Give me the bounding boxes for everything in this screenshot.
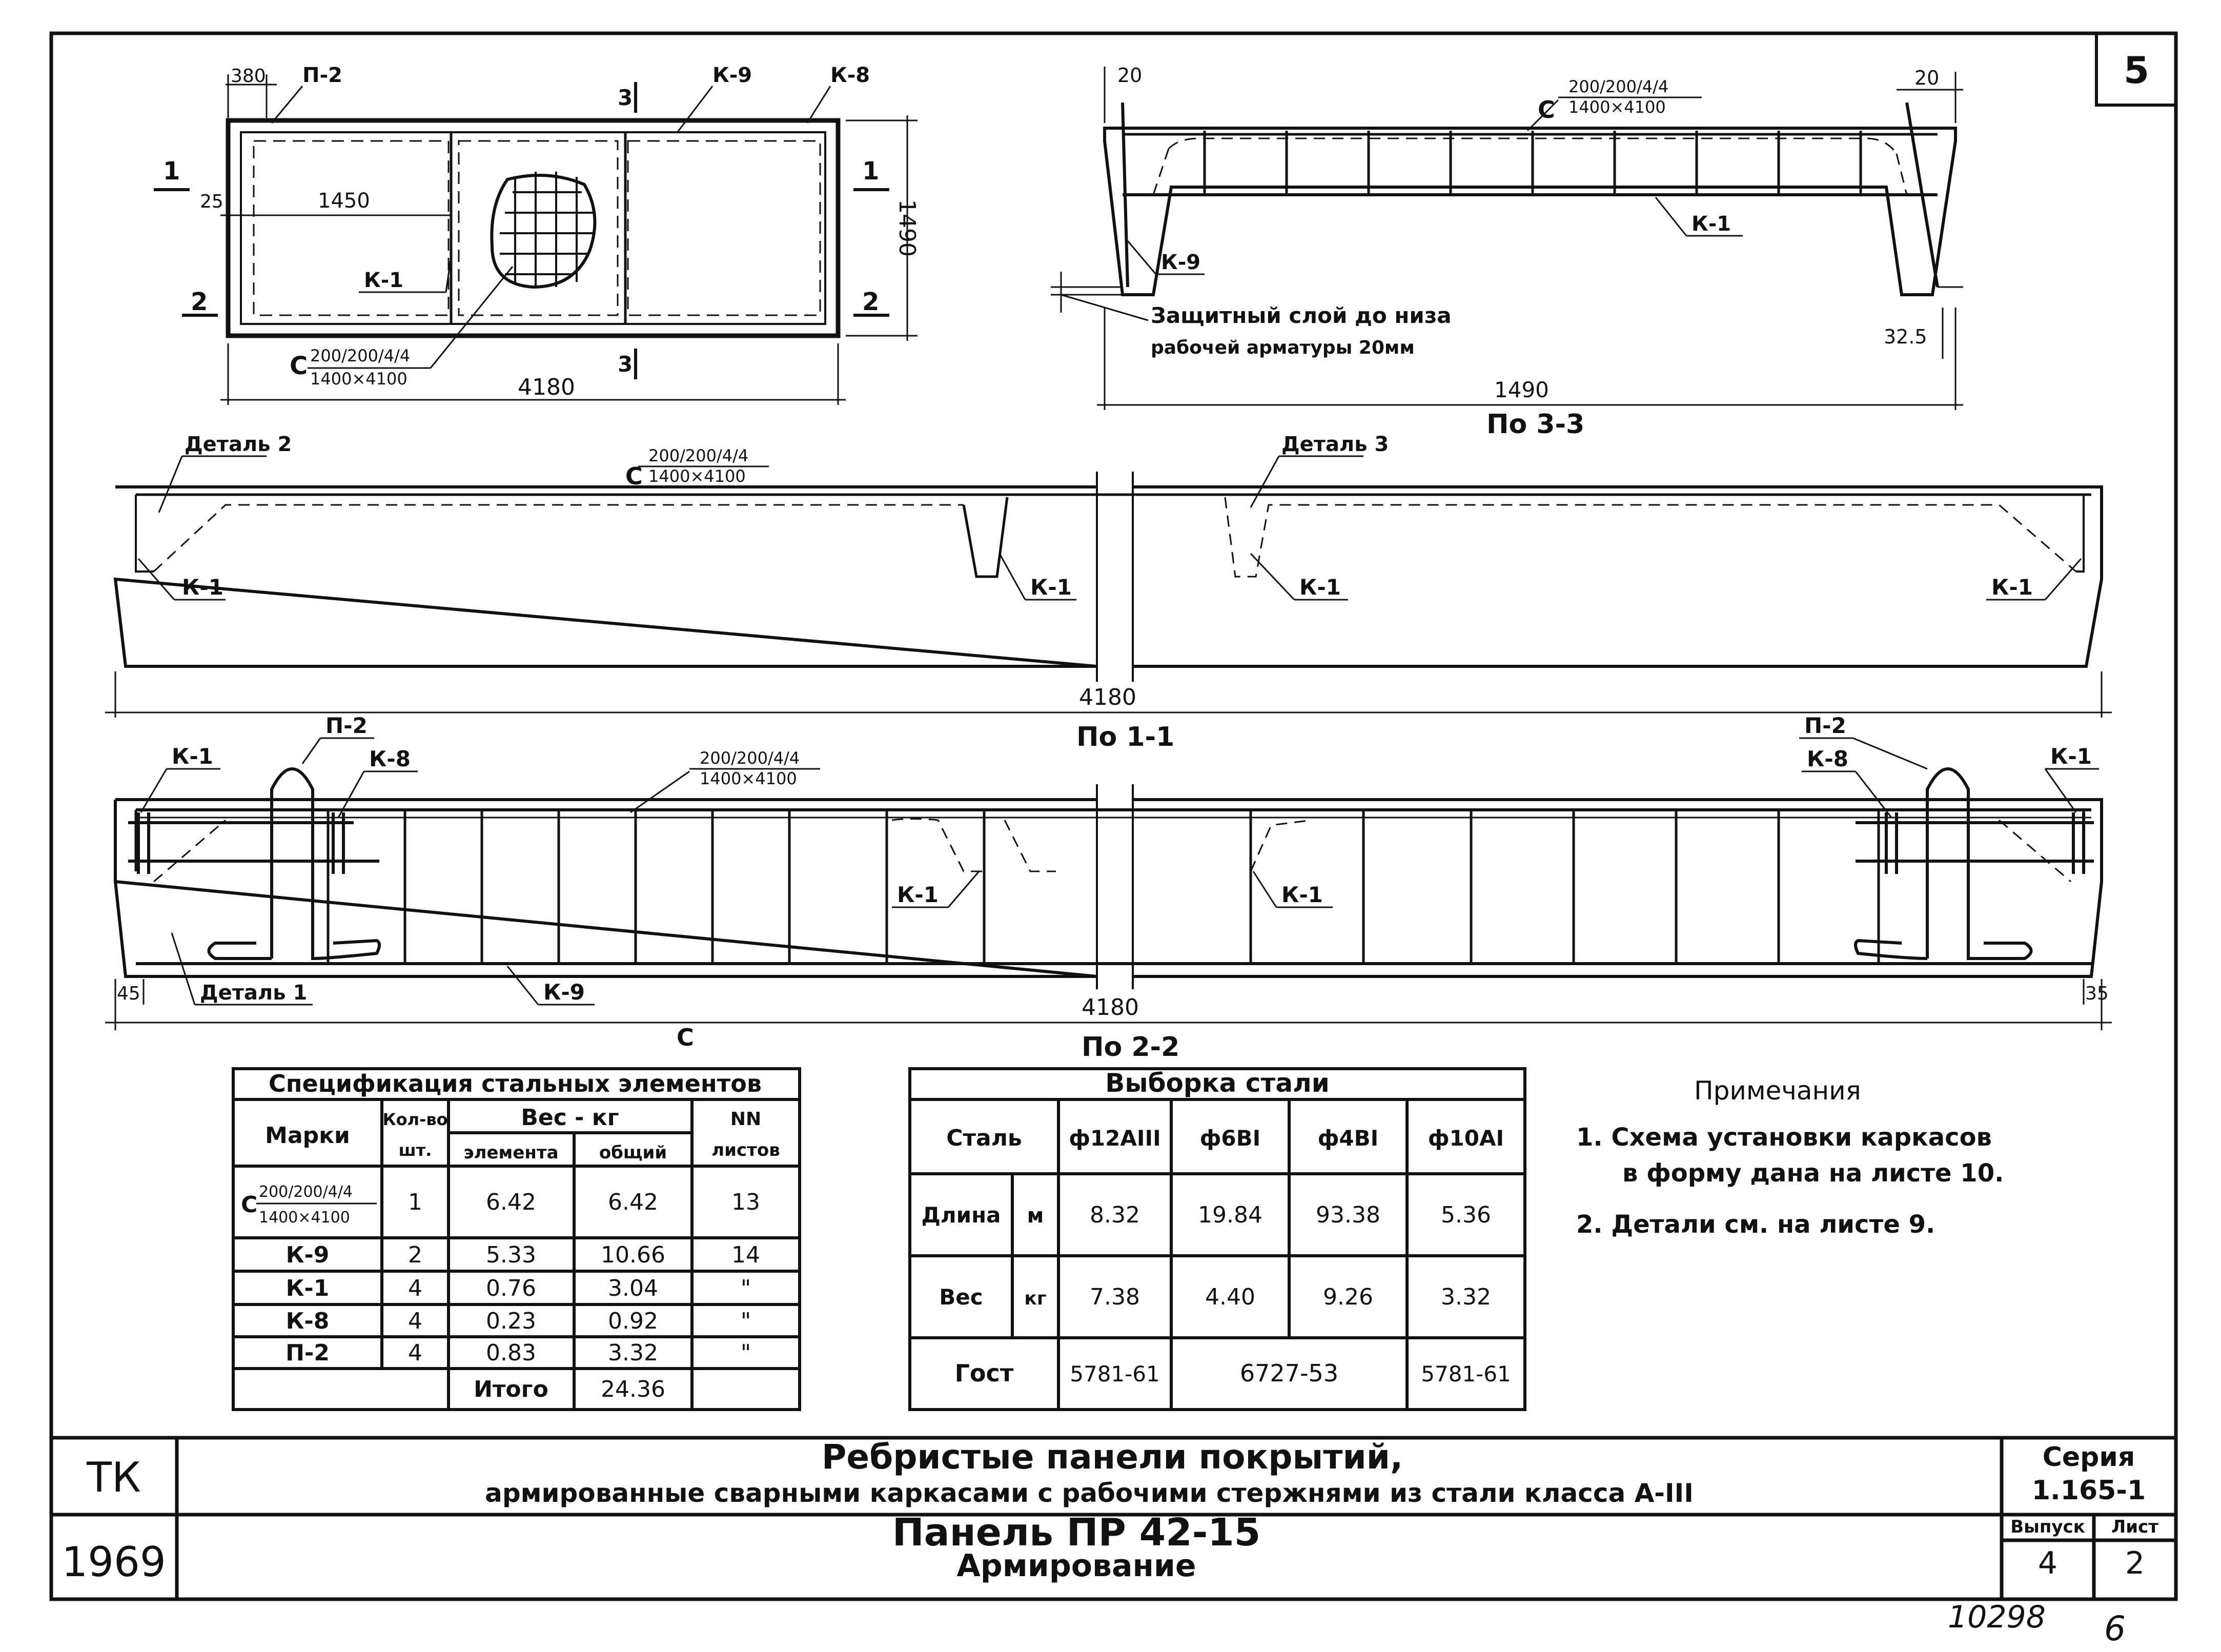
steel-col-4: ф10АI [1428, 1126, 1504, 1151]
dim-32-5: 32.5 [1884, 325, 1927, 348]
spec-row2-elem: 5.33 [486, 1242, 536, 1268]
steel-title: Выборка стали [1105, 1068, 1330, 1098]
panel-name: Панель ПР 42-15 [892, 1511, 1261, 1555]
steel-col-2: ф6ВI [1199, 1126, 1261, 1151]
label-k8-s22-left: К-8 [369, 746, 411, 771]
plan-view [154, 64, 920, 405]
label-k8-s22-right: К-8 [1807, 746, 1848, 771]
spec-row1-sheet: 13 [731, 1189, 760, 1215]
mesh-bottom-s11: 1400×4100 [648, 466, 746, 486]
dim-20-left: 20 [1117, 64, 1143, 87]
dim-25: 25 [200, 191, 223, 212]
steel-weight-1: 7.38 [1090, 1284, 1140, 1310]
spec-row1-total: 6.42 [608, 1189, 658, 1215]
mesh-top-s11: 200/200/4/4 [648, 446, 749, 465]
spec-table [233, 1069, 800, 1410]
spec-row3-total: 3.04 [608, 1275, 658, 1301]
label-k1-plan: К-1 [364, 269, 404, 292]
label-k1-s11-b: К-1 [1030, 575, 1072, 600]
spec-mesh-bottom: 1400×4100 [259, 1209, 350, 1227]
label-p2-s22-left: П-2 [325, 713, 368, 738]
sheet-number: 5 [2123, 49, 2150, 92]
notes-title: Примечания [1694, 1076, 1861, 1106]
series-label: Серия [2042, 1442, 2135, 1473]
title-line2: армированные сварными каркасами с рабочими стержнями из стали класса А-III [485, 1478, 1694, 1508]
spec-header-qty1: Кол-во [382, 1110, 448, 1129]
spec-row2-mark: К-9 [286, 1242, 330, 1268]
page-number: 6 [2104, 1609, 2126, 1648]
dim-20-right: 20 [1914, 67, 1940, 89]
spec-row4-total: 0.92 [608, 1308, 658, 1334]
label-k1-s33: К-1 [1692, 212, 1731, 236]
mesh-letter-s11: С [625, 462, 643, 490]
protective-note-line2: рабочей арматуры 20мм [1151, 337, 1415, 358]
spec-row5-sheet: " [740, 1340, 751, 1366]
dim-4180-s11: 4180 [1079, 684, 1136, 710]
mesh-bottom-s33: 1400×4100 [1568, 97, 1666, 117]
protective-note-line1: Защитный слой до низа [1151, 303, 1452, 328]
label-detail1: Деталь 1 [200, 981, 308, 1005]
steel-gost-1: 5781-61 [1070, 1361, 1160, 1386]
spec-row3-mark: К-1 [286, 1275, 330, 1301]
mesh-top-s22: 200/200/4/4 [700, 748, 800, 768]
spec-header-sheets2: листов [711, 1140, 780, 1160]
spec-row1-elem: 6.42 [486, 1189, 536, 1215]
spec-mesh-letter: С [241, 1192, 258, 1218]
mesh-bottom-plan: 1400×4100 [310, 369, 407, 389]
mesh-letter-s22: С [677, 1024, 694, 1051]
spec-header-marks: Марки [265, 1123, 350, 1149]
dim-4180-s22: 4180 [1082, 994, 1139, 1021]
spec-header-weight: Вес - кг [521, 1105, 619, 1131]
spec-row2-total: 10.66 [601, 1242, 665, 1268]
steel-weight-2: 4.40 [1205, 1284, 1255, 1310]
section-3-3-title: По 3-3 [1486, 409, 1585, 440]
cut-mark-bottom: 3 [618, 352, 633, 377]
panel-subtitle: Армирование [956, 1548, 1196, 1584]
dim-1450: 1450 [318, 189, 370, 213]
steel-weight-unit: кг [1024, 1288, 1047, 1309]
label-p2-plan: П-2 [302, 64, 342, 87]
section-mark-1-right: 1 [862, 157, 880, 186]
steel-length-4: 5.36 [1441, 1202, 1491, 1228]
dim-380: 380 [231, 66, 266, 87]
steel-length-1: 8.32 [1090, 1202, 1140, 1228]
dim-35: 35 [2085, 983, 2109, 1004]
steel-weight-4: 3.32 [1441, 1284, 1491, 1310]
spec-row4-sheet: " [740, 1308, 751, 1334]
dim-45: 45 [117, 983, 140, 1004]
spec-row4-mark: К-8 [286, 1308, 330, 1334]
note-1-line1: 1. Схема установки каркасов [1576, 1123, 1992, 1152]
mesh-cutout [492, 172, 595, 287]
label-k9-s33: К-9 [1161, 251, 1201, 274]
label-detail2: Деталь 2 [185, 433, 292, 456]
steel-col-3: ф4ВI [1317, 1126, 1379, 1151]
spec-row3-sheet: " [740, 1275, 751, 1301]
steel-col-1: ф12АIII [1069, 1126, 1161, 1151]
steel-weight-3: 9.26 [1323, 1284, 1373, 1310]
spec-row2-sheet: 14 [731, 1242, 760, 1268]
spec-row5-qty: 4 [408, 1340, 422, 1366]
spec-row3-qty: 4 [408, 1275, 422, 1301]
mesh-top-plan: 200/200/4/4 [310, 346, 411, 365]
note-2: 2. Детали см. на листе 9. [1576, 1210, 1935, 1239]
mesh-bottom-s22: 1400×4100 [700, 769, 797, 788]
label-k1-s22-mid-left: К-1 [897, 882, 939, 907]
section-1-1 [105, 433, 2112, 752]
spec-row5-elem: 0.83 [486, 1340, 536, 1366]
spec-mesh-top: 200/200/4/4 [259, 1183, 353, 1201]
label-k9-s22: К-9 [543, 980, 585, 1005]
steel-length-label: Длина [921, 1202, 1001, 1228]
spec-total-label: Итого [474, 1376, 548, 1402]
year: 1969 [62, 1538, 166, 1586]
mesh-top-s33: 200/200/4/4 [1568, 77, 1669, 96]
issue-value: 4 [2037, 1545, 2058, 1581]
label-k1-s22-right: К-1 [2050, 744, 2092, 769]
steel-length-2: 19.84 [1198, 1202, 1262, 1228]
dim-1490-plan: 1490 [894, 199, 920, 257]
label-k1-s11-d: К-1 [1991, 575, 2033, 600]
spec-row5-total: 3.32 [608, 1340, 658, 1366]
dim-4180-plan: 4180 [518, 374, 575, 400]
label-k9-plan: К-9 [712, 64, 752, 87]
label-p2-s22-right: П-2 [1804, 713, 1846, 738]
label-k8-plan: К-8 [830, 64, 870, 87]
label-k1-s22-mid-right: К-1 [1281, 882, 1323, 907]
label-k1-s11-c: К-1 [1299, 575, 1341, 600]
steel-gost-3: 5781-61 [1421, 1361, 1511, 1386]
spec-row3-elem: 0.76 [486, 1275, 536, 1301]
label-detail3: Деталь 3 [1281, 433, 1389, 456]
steel-label: Сталь [946, 1125, 1022, 1151]
spec-row1-qty: 1 [408, 1189, 422, 1215]
spec-row5-mark: П-2 [286, 1340, 330, 1366]
archive-code: 10298 [1948, 1599, 2046, 1635]
spec-row4-elem: 0.23 [486, 1308, 536, 1334]
notes [1576, 1076, 2004, 1239]
cut-mark-top: 3 [618, 85, 633, 110]
sheet-value: 2 [2125, 1545, 2145, 1581]
title-line1: Ребристые панели покрытий, [821, 1437, 1403, 1477]
label-k1-s22-left: К-1 [172, 744, 213, 769]
section-mark-1-left: 1 [163, 157, 180, 186]
mesh-letter-plan: С [290, 352, 308, 380]
steel-length-3: 93.38 [1316, 1202, 1380, 1228]
sheet-label: Лист [2111, 1517, 2158, 1537]
series-value: 1.165-1 [2031, 1475, 2146, 1506]
steel-length-unit: м [1027, 1204, 1044, 1228]
steel-gost-2: 6727-53 [1239, 1359, 1339, 1387]
mesh-letter-s33: С [1538, 96, 1555, 124]
spec-header-element: элемента [463, 1143, 559, 1163]
spec-row2-qty: 2 [408, 1242, 422, 1268]
section-mark-2-right: 2 [862, 288, 880, 316]
steel-weight-label: Вес [939, 1284, 983, 1310]
label-k1-s11-a: К-1 [182, 575, 223, 600]
spec-total-value: 24.36 [601, 1376, 665, 1402]
issue-label: Выпуск [2010, 1517, 2085, 1537]
spec-row4-qty: 4 [408, 1308, 422, 1334]
title-block [51, 1437, 2176, 1599]
org-code: ТК [87, 1454, 141, 1501]
dim-1490-section: 1490 [1494, 377, 1549, 402]
spec-header-total: общий [599, 1143, 667, 1163]
spec-header-qty2: шт. [398, 1140, 432, 1160]
section-mark-2-left: 2 [191, 288, 208, 316]
spec-title: Спецификация стальных элементов [268, 1070, 762, 1097]
note-1-line2: в форму дана на листе 10. [1622, 1159, 2004, 1188]
steel-table [910, 1068, 1525, 1410]
spec-header-sheets1: NN [730, 1109, 762, 1130]
section-1-1-title: По 1-1 [1076, 722, 1175, 752]
steel-gost-label: Гост [954, 1359, 1014, 1387]
section-2-2 [105, 713, 2112, 1063]
section-2-2-title: По 2-2 [1082, 1032, 1180, 1063]
section-3-3 [1051, 64, 1963, 440]
